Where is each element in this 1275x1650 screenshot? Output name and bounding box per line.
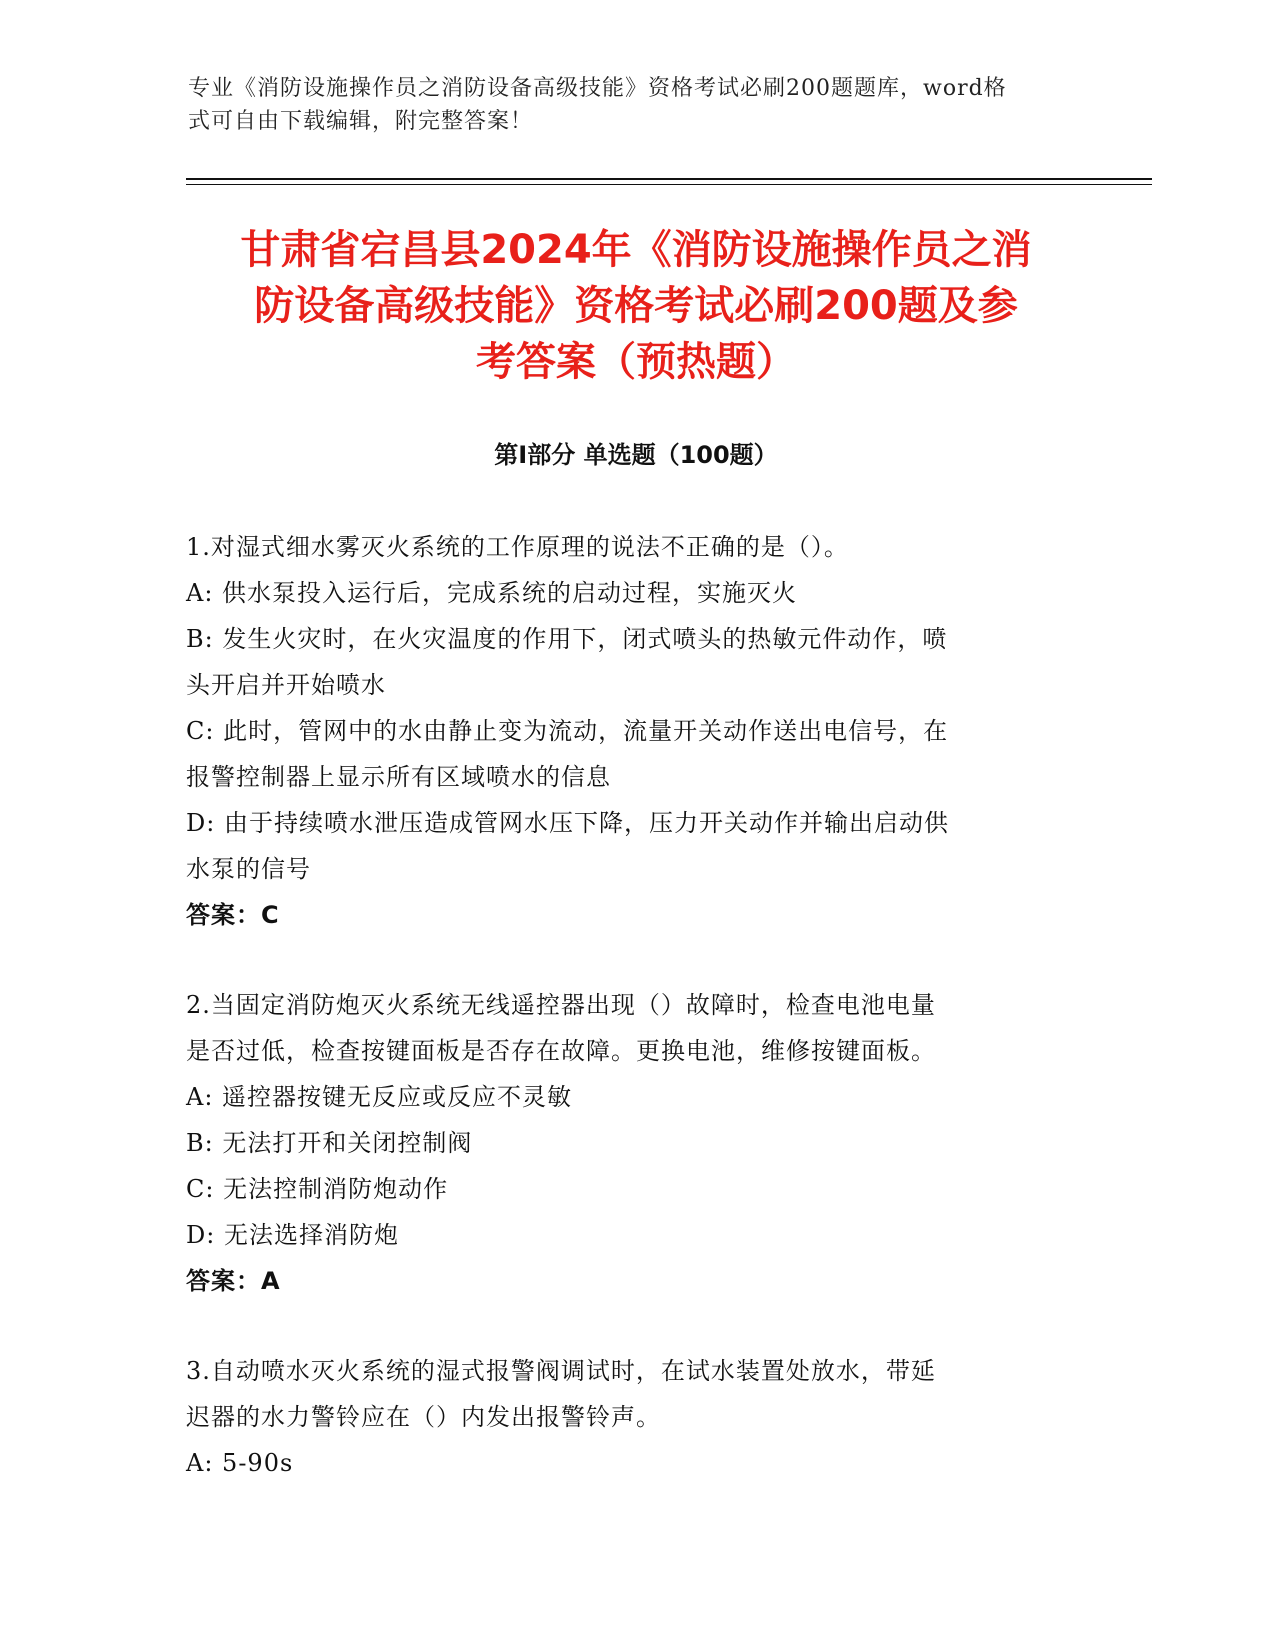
option-c: C: 无法控制消防炮动作 xyxy=(186,1175,449,1203)
option-d: D: 由于持续喷水泄压造成管网水压下降，压力开关动作并输出启动供 水泵的信号 xyxy=(186,809,949,883)
question-item xyxy=(186,982,1066,1304)
question-list xyxy=(186,524,1066,1486)
option-c: C: 此时，管网中的水由静止变为流动，流量开关动作送出电信号，在 报警控制器上显示所有区域喷水的信息 xyxy=(186,717,949,791)
question-item xyxy=(186,524,1066,938)
option-a: A: 遥控器按键无反应或反应不灵敏 xyxy=(186,1083,573,1111)
option-b: B: 无法打开和关闭控制阀 xyxy=(186,1129,473,1157)
question-stem: 3.自动喷水灭火系统的湿式报警阀调试时，在试水装置处放水，带延 xyxy=(186,1357,936,1385)
header-divider-thick xyxy=(186,178,1152,180)
title-line: 防设备高级技能》资格考试必刷200题及参 xyxy=(254,283,1018,329)
document-header xyxy=(188,72,1088,138)
question-stem: 迟器的水力警铃应在（）内发出报警铃声。 xyxy=(186,1403,661,1431)
answer-label: 答案：A xyxy=(186,1267,281,1295)
header-line: 式可自由下载编辑，附完整答案！ xyxy=(188,109,534,134)
option-a: A: 供水泵投入运行后，完成系统的启动过程，实施灭火 xyxy=(186,579,798,607)
section-title: 第I部分 单选题（100题） xyxy=(494,441,778,469)
answer-label: 答案：C xyxy=(186,901,280,929)
question-item xyxy=(186,1348,1066,1486)
document-title xyxy=(176,222,1096,390)
option-b: B: 发生火灾时，在火灾温度的作用下，闭式喷头的热敏元件动作，喷 头开启并开始喷水 xyxy=(186,625,948,699)
header-line: 专业《消防设施操作员之消防设备高级技能》资格考试必刷200题题库，word格 xyxy=(188,76,1007,101)
header-divider-thin xyxy=(186,184,1152,185)
option-d: D: 无法选择消防炮 xyxy=(186,1221,399,1249)
question-stem: 是否过低，检查按键面板是否存在故障。更换电池，维修按键面板。 xyxy=(186,1037,936,1065)
question-stem: 2.当固定消防炮灭火系统无线遥控器出现（）故障时，检查电池电量 xyxy=(186,991,936,1019)
title-line: 甘肃省宕昌县2024年《消防设施操作员之消 xyxy=(240,227,1032,273)
option-a: A: 5-90s xyxy=(186,1449,294,1477)
title-line: 考答案（预热题） xyxy=(476,339,796,385)
question-stem: 1.对湿式细水雾灭火系统的工作原理的说法不正确的是（）。 xyxy=(186,533,849,561)
